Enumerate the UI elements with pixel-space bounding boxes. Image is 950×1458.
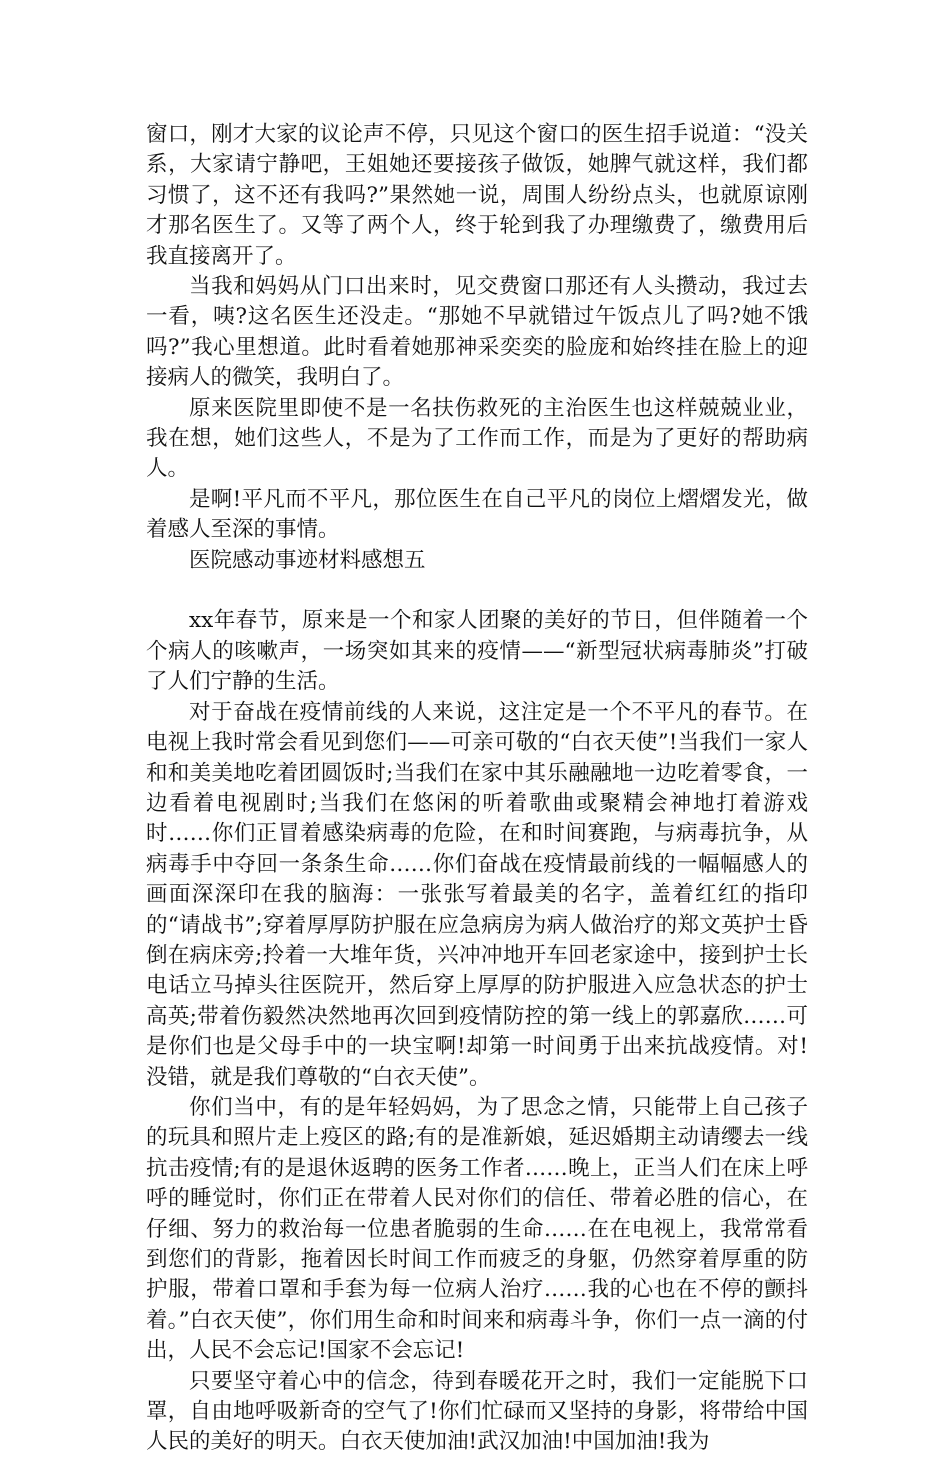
paragraph-4: 是啊!平凡而不平凡，那位医生在自己平凡的岗位上熠熠发光，做着感人至深的事情。	[146, 486, 808, 543]
paragraph-7: 你们当中，有的是年轻妈妈，为了思念之情，只能带上自己孩子的玩具和照片走上疫区的路;有的是准新娘，延迟婚期主动请缨去一线抗击疫情;有的是退休返聘的医务工作者……晚上，正当人们在床上呼呼的睡觉时，你们正在带着人民对你们的信任、带着必胜的信心，在仔细、努力的救治每一位患者脆弱的生命……在在电视上，我常常看到您们的背影，拖着因长时间工作而疲乏的身躯，仍然穿着厚重的防护服，带着口罩和手套为每一位病人治疗……我的心也在不停的颤抖着。”白衣天使”，你们用生命和时间来和病毒斗争，你们一点一滴的付出，人民不会忘记!国家不会忘记!	[146, 1094, 808, 1364]
blank-line	[146, 576, 808, 606]
paragraph-2: 当我和妈妈从门口出来时，见交费窗口那还有人头攒动，我过去一看，咦?这名医生还没走。“那她不早就错过午饭点儿了吗?她不饿吗?”我心里想道。此时看着她那神采奕奕的脸庞和始终挂在脸上的迎接病人的微笑，我明白了。	[146, 274, 808, 391]
paragraph-6: 对于奋战在疫情前线的人来说，这注定是一个不平凡的春节。在电视上我时常会看见到您们——可亲可敬的“白衣天使”!当我们一家人和和美美地吃着团圆饭时;当我们在家中其乐融融地一边吃着零食，一边看着电视剧时;当我们在悠闲的听着歌曲或聚精会神地打着游戏时……你们正冒着感染病毒的危险，在和时间赛跑，与病毒抗争，从病毒手中夺回一条条生命……你们奋战在疫情最前线的一幅幅感人的画面深深印在我的脑海：一张张写着最美的名字，盖着红红的指印的“请战书”;穿着厚厚防护服在应急病房为病人做治疗的郑文英护士昏倒在病床旁;拎着一大堆年货，兴冲冲地开车回老家途中，接到护士长电话立马掉头往医院开，然后穿上厚厚的防护服进入应急状态的护士高英;带着伤毅然决然地再次回到疫情防控的第一线上的郭嘉欣……可是你们也是父母手中的一块宝啊!却第一时间勇于出来抗战疫情。对!没错，就是我们尊敬的“白衣天使”。	[146, 699, 808, 1090]
paragraph-1: 窗口，刚才大家的议论声不停，只见这个窗口的医生招手说道：“没关系，大家请宁静吧，王姐她还要接孩子做饭，她脾气就这样，我们都习惯了，这不还有我吗?”果然她一说，周围人纷纷点头，也就原谅刚才那名医生了。又等了两个人，终于轮到我了办理缴费了，缴费用后我直接离开了。	[146, 122, 808, 269]
paragraph-3: 原来医院里即使不是一名扶伤救死的主治医生也这样兢兢业业，我在想，她们这些人，不是为了工作而工作，而是为了更好的帮助病人。	[146, 395, 808, 482]
section-heading: 医院感动事迹材料感想五	[189, 547, 426, 573]
paragraph-8: 只要坚守着心中的信念，待到春暖花开之时，我们一定能脱下口罩，自由地呼吸新奇的空气了!你们忙碌而又坚持的身影，将带给中国人民的美好的明天。白衣天使加油!武汉加油!中国加油!我为	[146, 1368, 808, 1455]
paragraph-5: xx年春节，原来是一个和家人团聚的美好的节日，但伴随着一个个病人的咳嗽声，一场突如其来的疫情——“新型冠状病毒肺炎”打破了人们宁静的生活。	[146, 608, 808, 695]
document-page	[146, 120, 808, 1458]
